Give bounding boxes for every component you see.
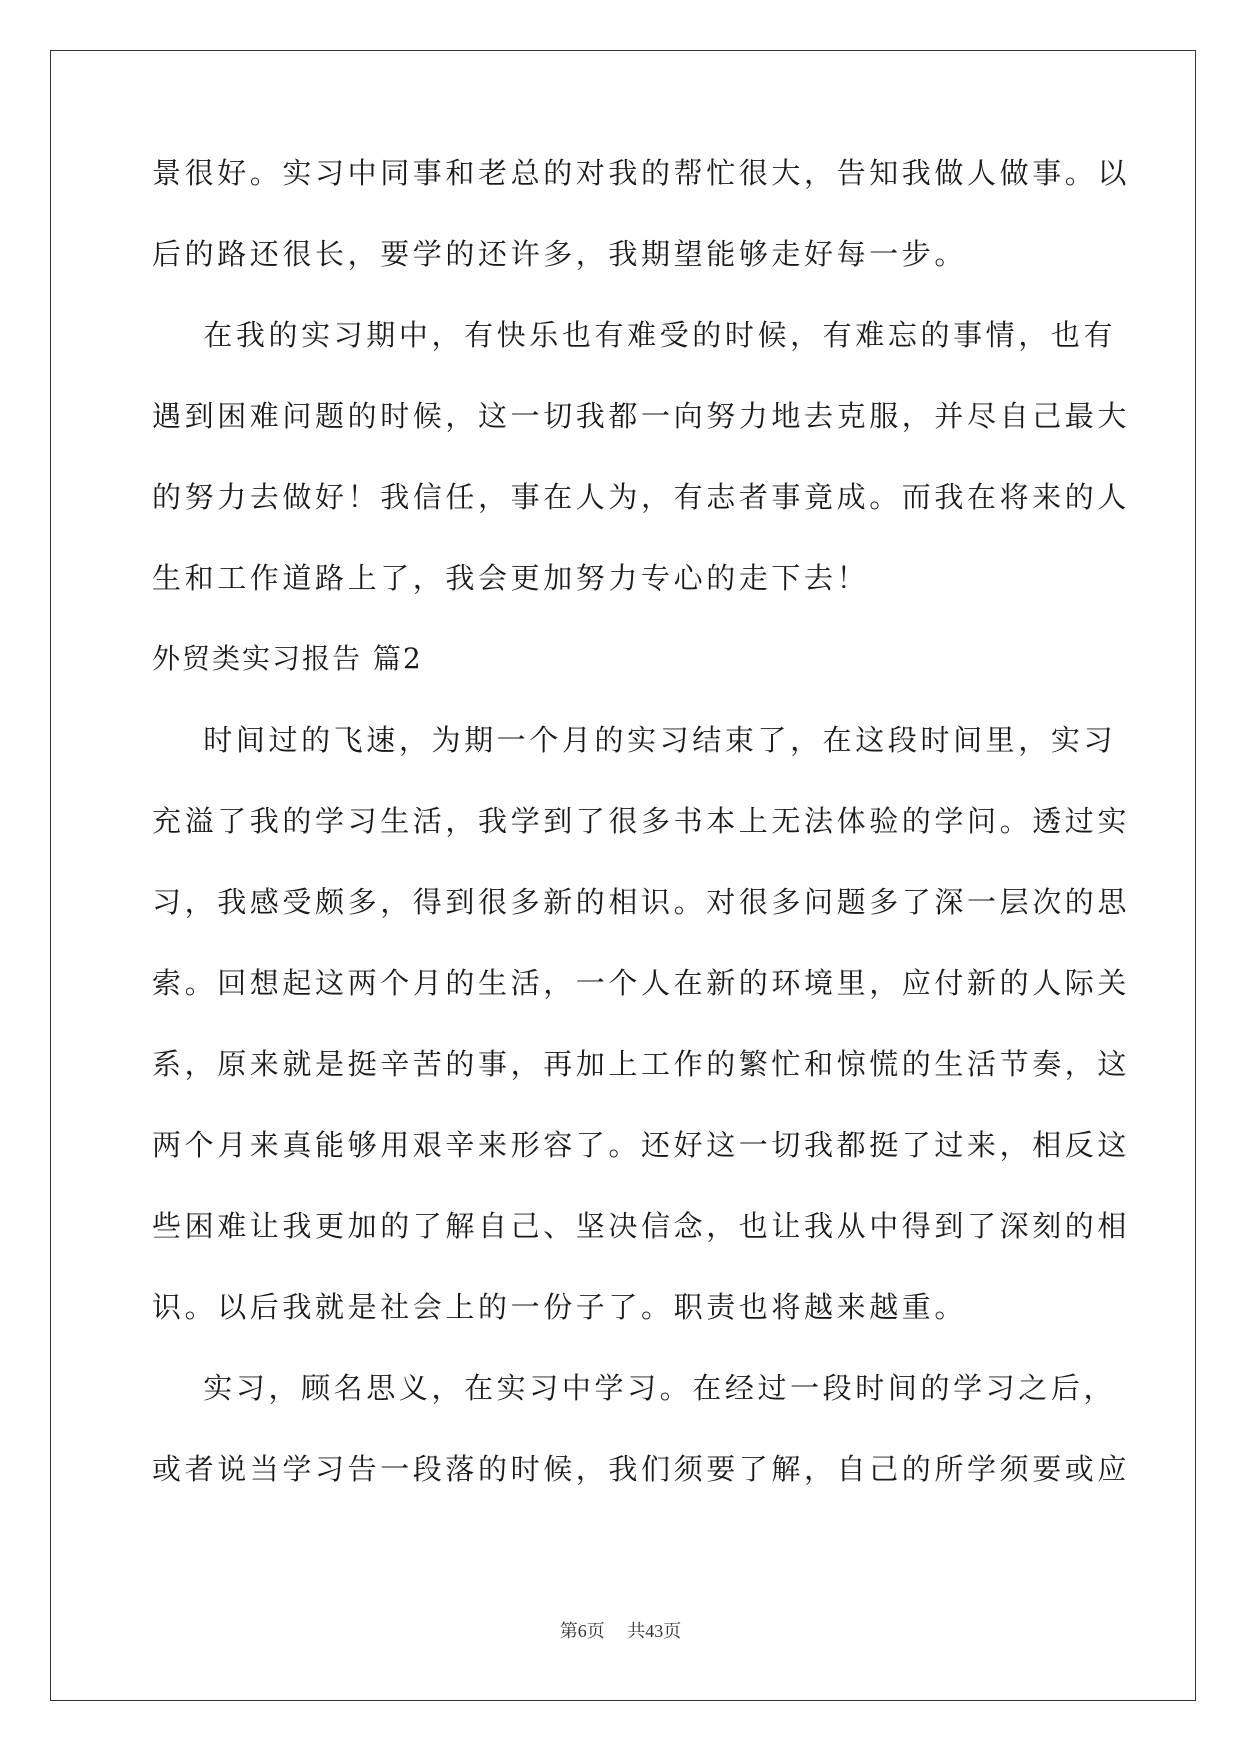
text-line: 生和工作道路上了，我会更加努力专心的走下去！ [152, 561, 870, 595]
text-line: 遇到困难问题的时候，这一切我都一向努力地去克服，并尽自己最大 [152, 399, 1131, 433]
text-line: 或者说当学习告一段落的时候，我们须要了解，自己的所学须要或应 [152, 1452, 1131, 1486]
paragraph-start-line: 时间过的飞速，为期一个月的实习结束了，在这段时间里，实习 [152, 723, 1117, 757]
total-pages: 共43页 [627, 1621, 682, 1641]
text-line: 识。以后我就是社会上的一份子了。职责也将越来越重。 [152, 1290, 968, 1324]
text-line: 的努力去做好！我信任，事在人为，有志者事竟成。而我在将来的人 [152, 480, 1131, 514]
page-number: 第6页 [559, 1621, 605, 1641]
text-line: 些困难让我更加的了解自己、坚决信念，也让我从中得到了深刻的相 [152, 1209, 1131, 1243]
text-line: 两个月来真能够用艰辛来形容了。还好这一切我都挺了过来，相反这 [152, 1128, 1131, 1162]
paragraph-start-line: 在我的实习期中，有快乐也有难受的时候，有难忘的事情，也有 [152, 318, 1117, 352]
section-heading: 外贸类实习报告 篇2 [152, 642, 423, 675]
text-line: 充溢了我的学习生活，我学到了很多书本上无法体验的学问。透过实 [152, 804, 1131, 838]
text-line: 习，我感受颇多，得到很多新的相识。对很多问题多了深一层次的思 [152, 885, 1131, 919]
page-footer [0, 1617, 1241, 1643]
paragraph-start-line: 实习，顾名思义，在实习中学习。在经过一段时间的学习之后， [152, 1371, 1117, 1405]
text-line: 系，原来就是挺辛苦的事，再加上工作的繁忙和惊慌的生活节奏，这 [152, 1047, 1131, 1081]
text-line: 后的路还很长，要学的还许多，我期望能够走好每一步。 [152, 237, 968, 271]
text-line: 景很好。实习中同事和老总的对我的帮忙很大，告知我做人做事。以 [152, 156, 1131, 190]
document-body [152, 156, 1131, 1486]
text-line: 索。回想起这两个月的生活，一个人在新的环境里，应付新的人际关 [152, 966, 1131, 1000]
